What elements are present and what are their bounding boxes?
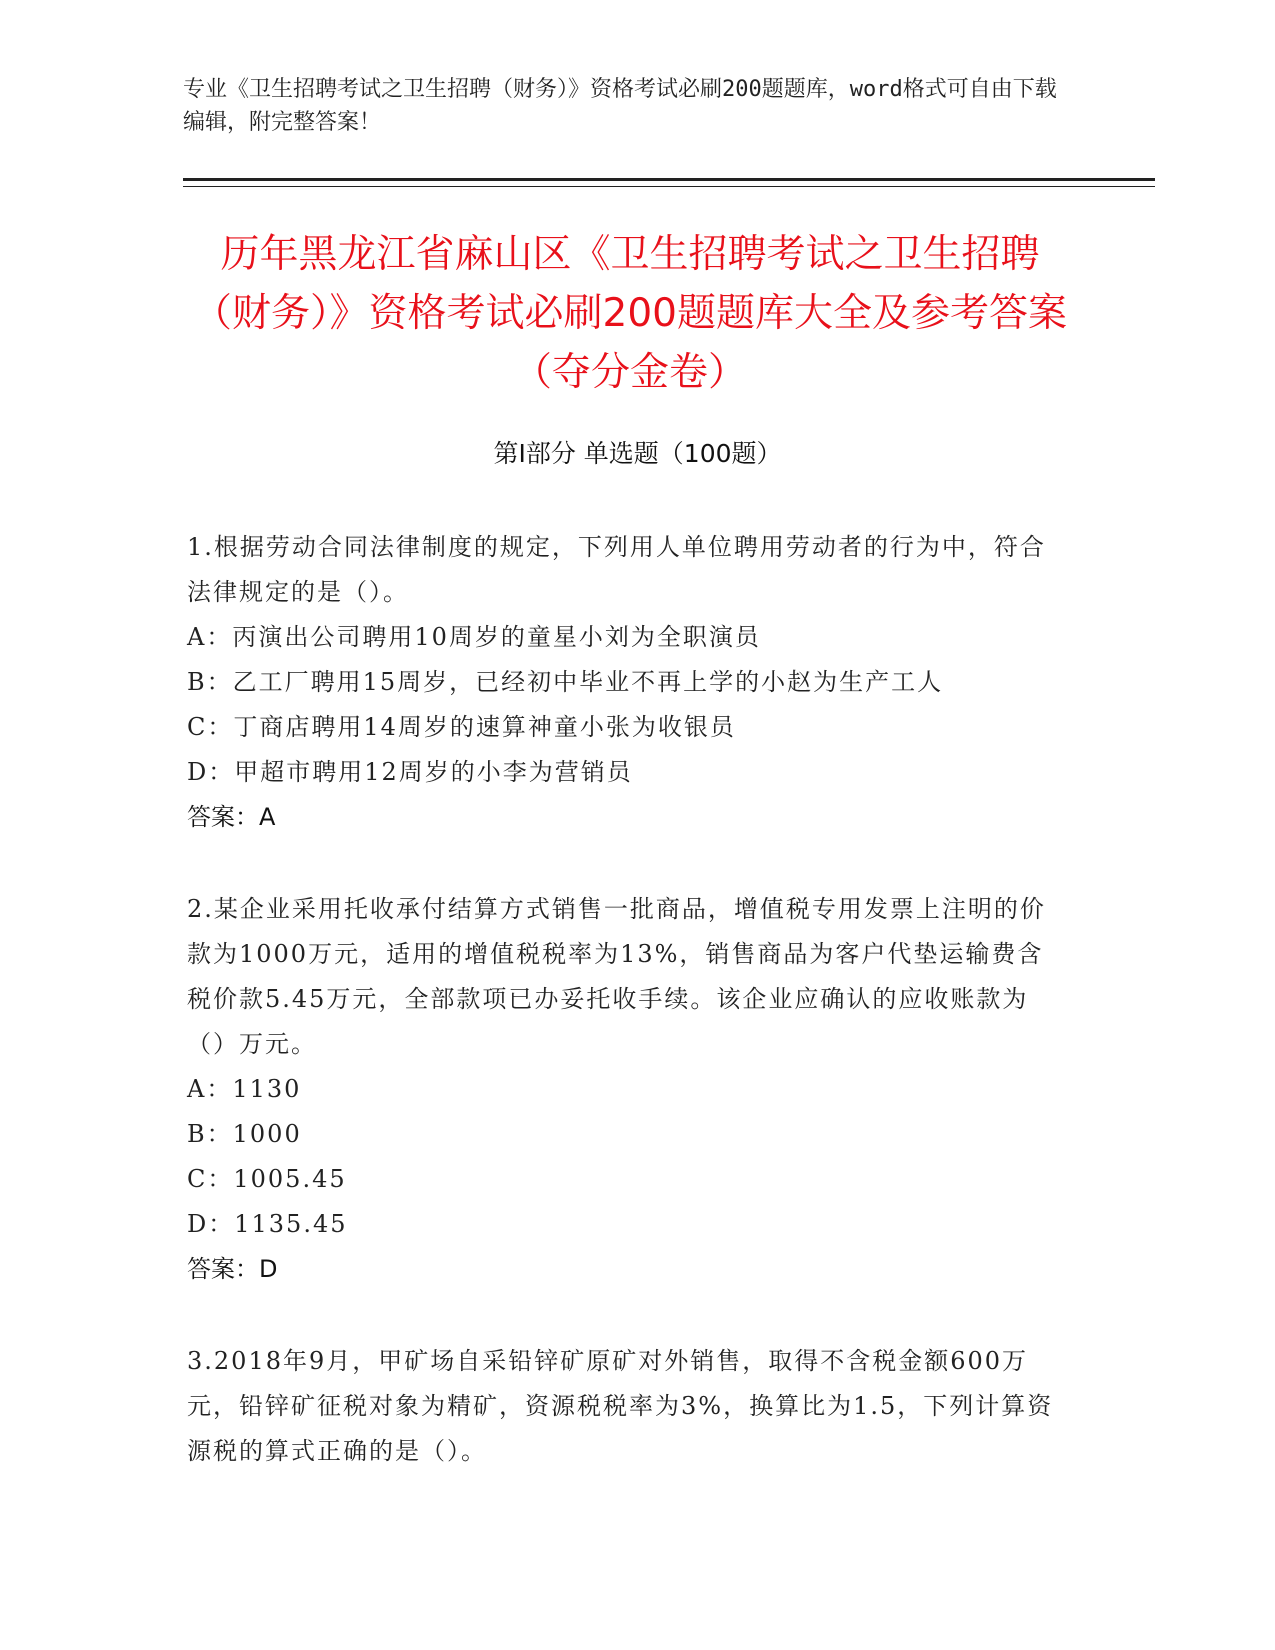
answer-option: B：乙工厂聘用15周岁，已经初中毕业不再上学的小赵为生产工人 — [187, 668, 944, 696]
question-stem: 2.某企业采用托收承付结算方式销售一批商品，增值税专用发票上注明的价款为1000万元，适用的增值税税率为13%，销售商品为客户代垫运输费含税价款5.45万元，全部款项已办妥托收手续。该企业应确认的应收账款为（）万元。 — [187, 895, 1046, 1058]
document-title: 历年黑龙江省麻山区《卫生招聘考试之卫生招聘（财务）》资格考试必刷200题题库大全及参考答案（夺分金卷） — [193, 232, 1067, 395]
question-item — [187, 525, 1067, 840]
header-rule-thick — [183, 178, 1155, 181]
answer-option: C：1005.45 — [187, 1165, 347, 1193]
question-stem: 1.根据劳动合同法律制度的规定，下列用人单位聘用劳动者的行为中，符合法律规定的是（）。 — [187, 533, 1046, 606]
question-item — [187, 887, 1067, 1292]
header-rule-thin — [183, 186, 1155, 187]
answer-key: 答案：A — [187, 803, 276, 831]
answer-option: D：甲超市聘用12周岁的小李为营销员 — [187, 758, 633, 786]
question-stem: 3.2018年9月，甲矿场自采铅锌矿原矿对外销售，取得不含税金额600万元，铅锌矿征税对象为精矿，资源税税率为3%，换算比为1.5，下列计算资源税的算式正确的是（）。 — [187, 1347, 1054, 1465]
answer-option: D：1135.45 — [187, 1210, 348, 1238]
answer-option: C：丁商店聘用14周岁的速算神童小张为收银员 — [187, 713, 736, 741]
question-list — [187, 525, 1067, 1521]
answer-key: 答案：D — [187, 1255, 278, 1283]
section-heading: 第I部分 单选题（100题） — [493, 439, 782, 468]
question-item — [187, 1339, 1067, 1474]
header-note: 专业《卫生招聘考试之卫生招聘（财务）》资格考试必刷200题题库，word格式可自由下载编辑，附完整答案！ — [183, 77, 1057, 135]
answer-option: B：1000 — [187, 1120, 302, 1148]
answer-option: A：1130 — [187, 1075, 302, 1103]
answer-option: A：丙演出公司聘用10周岁的童星小刘为全职演员 — [187, 623, 761, 651]
